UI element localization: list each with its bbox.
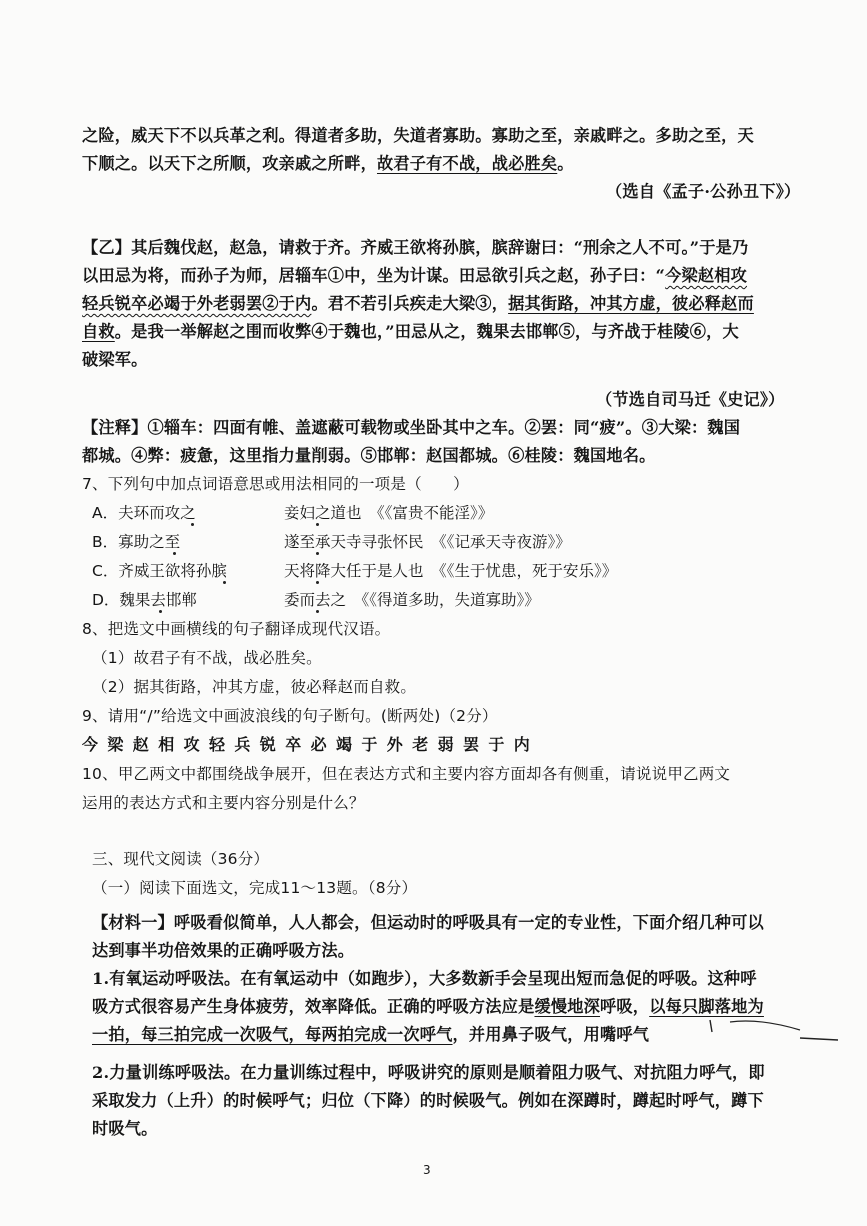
q9-sentence: 今梁赵相攻轻兵锐卒必竭于外老弱罢于内 [82,735,540,754]
q7-option-d: D．魏果去邯郸 [92,591,197,609]
passage-b-line3 [82,293,754,315]
pen-stroke-mark [700,1012,840,1042]
para2-line3: 时吸气。 [92,1119,158,1138]
material1-line2: 达到事半功倍效果的正确呼吸方法。 [92,941,355,960]
para1-line2-mid: 呼吸， [600,997,650,1016]
underlined-sentence-2-part2: 自救 [82,322,115,341]
passage-a-line2-end: 。 [557,154,574,173]
para1-underline-b: 以每只脚落地为 [649,997,764,1016]
emphasis-dot [316,552,319,555]
para1-line3 [92,1024,649,1046]
q10-line1: 10、甲乙两文中都围绕战争展开，但在表达方式和主要内容方面却各有侧重，请说说甲乙两文 [82,765,731,783]
q9-stem: 9、请用“/”给选文中画波浪线的句子断句。(断两处)（2分） [82,707,498,725]
para1-underline-c: 一拍，每三拍完成一次吸气，每两拍完成一次呼气 [92,1025,453,1044]
q7-option-b: B．寡助之至 [92,533,181,551]
para1-line2 [92,996,764,1018]
emphasis-dot [316,523,319,526]
para2-line2: 采取发力（上升）的时候呼气；归位（下降）的时候吸气。例如在深蹲时，蹲起时呼气，蹲下 [92,1091,764,1110]
wavy-sentence-part1: 今梁赵相攻 [665,266,748,285]
passage-b-line4-text: 。是我一举解赵之围而收弊④于魏也，”田忌从之，魏果去邯郸⑤，与齐战于桂陵⑥，大 [114,322,739,341]
passage-b-line3-text: 。君不若引兵疾走大梁③， [311,294,509,313]
q7-option-c: C．齐威王欲将孙膑 [92,562,227,580]
para1-line1: 1.有氧运动呼吸法。在有氧运动中（如跑步），大多数新手会呈现出短而急促的呼吸。这种呼 [92,969,757,988]
passage-b-line2-text: 以田忌为将，而孙子为师，居辎车①中，坐为计谋。田忌欲引兵之赵，孙子曰：“ [82,266,666,285]
emphasis-dot [173,552,176,555]
q7-stem: 7、下列句中加点词语意思或用法相同的一项是（ ） [82,475,469,493]
passage-b-line2 [82,265,747,287]
passage-a-source: （选自《孟子·公孙丑下》） [606,182,801,201]
emphasis-dot [159,610,162,613]
section3-heading: 三、现代文阅读（36分） [92,850,270,868]
notes-line1: 【注释】①辎车：四面有帷、盖遮蔽可载物或坐卧其中之车。②罢：同“疲”。③大梁：魏国 [82,418,741,437]
emphasis-dot [316,610,319,613]
passage-a-line1: 之险，威天下不以兵革之利。得道者多助，失道者寡助。寡助之至，亲戚畔之。多助之至，天 [82,126,754,145]
section3-subheading: （一）阅读下面选文，完成11～13题。（8分） [92,879,418,897]
underlined-sentence-2-part1: 据其街路，冲其方虚，彼必释赵而 [508,294,754,313]
page-number: 3 [423,1163,431,1177]
q7-option-d-compare: 委而去之 《《得道多助，失道寡助》》 [284,591,540,609]
para2-line1: 2.力量训练呼吸法。在力量训练过程中，呼吸讲究的原则是顺着阻力吸气、对抗阻力呼气，即 [92,1063,765,1082]
passage-a-line2-text: 下顺之。以天下之所顺，攻亲戚之所畔， [82,154,377,173]
para1-line3-text: ，并用鼻子吸气，用嘴呼气 [452,1025,650,1044]
q7-option-c-compare: 天将降大任于是人也 《《生于忧患，死于安乐》》 [284,562,618,580]
underlined-sentence-1: 故君子有不战，战必胜矣 [376,154,558,173]
emphasis-dot [316,581,319,584]
q10-line2: 运用的表达方式和主要内容分别是什么？ [82,794,365,812]
para1-line2-text: 吸方式很容易产生身体疲劳，效率降低。正确的呼吸方法应是 [92,997,535,1016]
para1-underline-a: 缓慢地深 [534,997,601,1016]
q7-option-b-compare: 遂至承天寺寻张怀民 《《记承天寺夜游》》 [284,533,571,551]
wavy-sentence-part2: 轻兵锐卒必竭于外老弱罢②于内 [82,294,312,313]
passage-a-line2 [82,153,574,175]
material1-line1: 【材料一】呼吸看似简单，人人都会，但运动时的呼吸具有一定的专业性，下面介绍几种可以 [92,913,764,932]
emphasis-dot [223,581,226,584]
q8-item2: （2）据其街路，冲其方虚，彼必释赵而自救。 [92,678,417,696]
passage-b-line4 [82,321,739,343]
passage-b-line1: 【乙】其后魏伐赵，赵急，请救于齐。齐威王欲将孙膑，膑辞谢曰：“刑余之人不可。”于是乃 [82,238,749,257]
q8-stem: 8、把选文中画横线的句子翻译成现代汉语。 [82,620,391,638]
passage-b-line5: 破梁军。 [82,350,148,369]
q8-item1: （1）故君子有不战，战必胜矣。 [92,649,322,667]
passage-b-source: （节选自司马迁《史记》） [596,390,785,409]
notes-line2: 都城。④弊：疲惫，这里指力量削弱。⑤邯郸：赵国都城。⑥桂陵：魏国地名。 [82,446,656,465]
q7-option-a-compare: 妾妇之道也 《《富贵不能淫》》 [284,504,494,522]
emphasis-dot [191,523,194,526]
q7-option-a: A．夫环而攻之 [92,504,196,522]
